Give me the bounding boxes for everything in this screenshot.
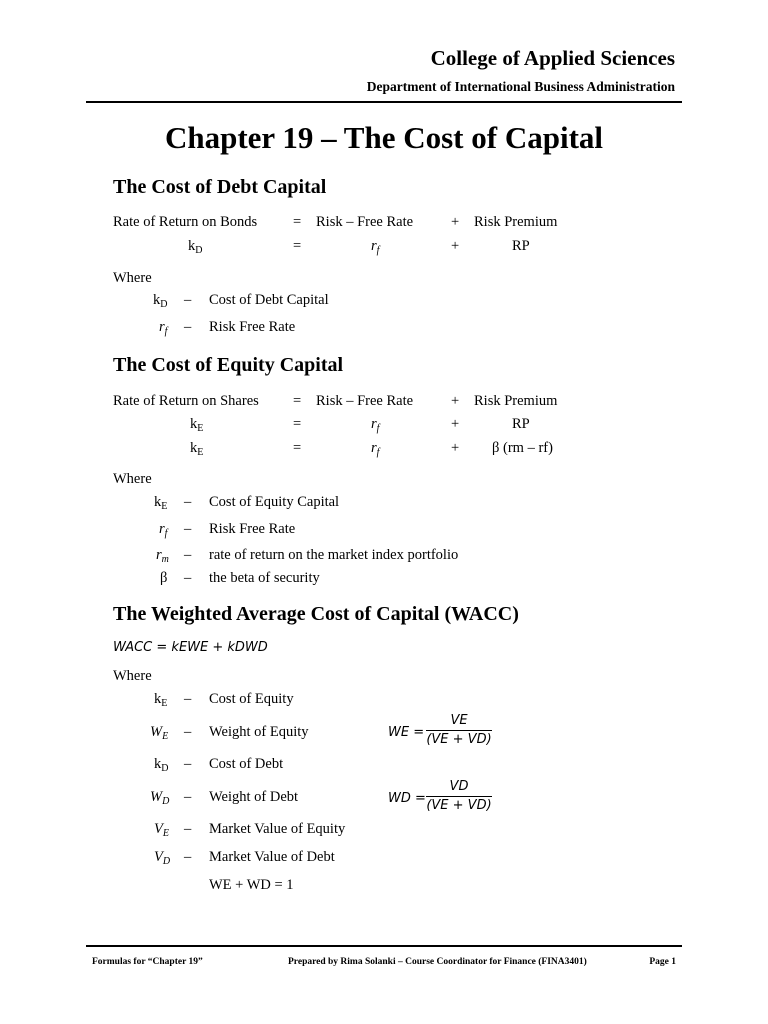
- wacc-def-dash: –: [184, 756, 192, 772]
- wacc-def-text: Cost of Equity: [209, 691, 294, 707]
- footer-page: Page 1: [649, 957, 676, 967]
- department-name: Department of International Business Administration: [366, 79, 675, 94]
- debt-heading: The Cost of Debt Capital: [113, 176, 327, 198]
- weights-sum: WE + WD = 1: [209, 877, 294, 893]
- equity-row2-eq: =: [293, 416, 302, 432]
- fraction-bar: [426, 730, 492, 731]
- equity-row2-right: RP: [512, 416, 530, 432]
- equity-def-text: Cost of Equity Capital: [209, 494, 340, 510]
- equity-def-dash: –: [184, 494, 192, 510]
- header-rule: [86, 101, 682, 103]
- debt-def-dash: –: [184, 292, 192, 308]
- wacc-def-sym: $k_E$: [154, 691, 168, 709]
- wd-formula-numerator: VD: [449, 779, 469, 794]
- equity-def-sym: β: [160, 570, 168, 586]
- equity-def-sym: $r_f$: [159, 521, 168, 539]
- wd-formula-denominator: (VE + VD): [426, 798, 492, 813]
- wacc-def-sym: $V_D$: [154, 849, 171, 867]
- equity-def-text: the beta of security: [209, 570, 320, 586]
- page-title: Chapter 19 – The Cost of Capital: [164, 120, 604, 155]
- equity-row1-plus: +: [451, 393, 460, 409]
- wacc-def-dash: –: [184, 691, 192, 707]
- equity-def-dash: –: [184, 521, 192, 537]
- we-formula-fraction: [426, 713, 492, 747]
- wacc-def-sym: $W_D$: [150, 789, 170, 807]
- wacc-def-text: Weight of Equity: [209, 724, 309, 740]
- footer-rule: [86, 945, 682, 947]
- equity-def-sym: $r_m$: [156, 547, 169, 565]
- debt-row2-mid: $r_f$: [371, 238, 380, 256]
- equity-row1-eq: =: [293, 393, 302, 409]
- debt-row1-eq: =: [293, 214, 302, 230]
- footer-center: Prepared by Rima Solanki – Course Coordinator for Finance (FINA3401): [288, 957, 587, 967]
- wd-formula-fraction: [426, 779, 492, 813]
- debt-row1-left: Rate of Return on Bonds: [113, 214, 258, 230]
- wacc-def-sym: $k_D$: [154, 756, 169, 774]
- wacc-def-sym: $V_E$: [154, 821, 169, 839]
- wacc-def-text: Market Value of Debt: [209, 849, 335, 865]
- debt-def-dash: –: [184, 319, 192, 335]
- equity-def-dash: –: [184, 547, 192, 563]
- wacc-where: Where: [113, 668, 152, 684]
- college-name: College of Applied Sciences: [430, 46, 675, 70]
- wacc-def-sym: $W_E$: [150, 724, 169, 742]
- equity-def-dash: –: [184, 570, 192, 586]
- wacc-def-dash: –: [184, 724, 192, 740]
- wacc-formula: WACC = kEWE + kDWD: [113, 640, 268, 655]
- equity-def-text: Risk Free Rate: [209, 521, 296, 537]
- debt-row2-plus: +: [451, 238, 460, 254]
- equity-row3-eq: =: [293, 440, 302, 456]
- wacc-def-dash: –: [184, 821, 192, 837]
- equity-heading: The Cost of Equity Capital: [113, 354, 344, 376]
- debt-row1-plus: +: [451, 214, 460, 230]
- wacc-def-text: Cost of Debt: [209, 756, 284, 772]
- equity-row2-plus: +: [451, 416, 460, 432]
- equity-where: Where: [113, 471, 152, 487]
- debt-row2-right: RP: [512, 238, 530, 254]
- debt-def-sym: $r_f$: [159, 319, 168, 337]
- fraction-bar: [426, 796, 492, 797]
- we-formula-denominator: (VE + VD): [426, 732, 492, 747]
- equity-row3-plus: +: [451, 440, 460, 456]
- wacc-def-text: Weight of Debt: [209, 789, 299, 805]
- equity-row1-left: Rate of Return on Shares: [113, 393, 259, 409]
- debt-def-sym: $k_D$: [153, 292, 168, 310]
- debt-def-text: Risk Free Rate: [209, 319, 296, 335]
- we-formula-numerator: VE: [450, 713, 468, 728]
- wacc-def-dash: –: [184, 789, 192, 805]
- we-formula-lhs: WE =: [388, 725, 425, 740]
- wacc-def-dash: –: [184, 849, 192, 865]
- debt-row1-mid: Risk – Free Rate: [316, 214, 414, 230]
- debt-row1-right: Risk Premium: [474, 214, 558, 230]
- equity-row3-mid: $r_f$: [371, 440, 380, 458]
- equity-def-sym: $k_E$: [154, 494, 168, 512]
- debt-row2-eq: =: [293, 238, 302, 254]
- debt-def-text: Cost of Debt Capital: [209, 292, 329, 308]
- equity-row3-right: β (rm – rf): [492, 440, 553, 456]
- equity-def-text: rate of return on the market index portfolio: [209, 547, 459, 563]
- debt-row2-left: $k_D$: [188, 238, 203, 256]
- equity-row1-mid: Risk – Free Rate: [316, 393, 414, 409]
- wacc-def-text: Market Value of Equity: [209, 821, 346, 837]
- footer-left: Formulas for “Chapter 19”: [92, 957, 203, 967]
- debt-where: Where: [113, 270, 152, 286]
- equity-row2-left: $k_E$: [190, 416, 204, 434]
- wacc-heading: The Weighted Average Cost of Capital (WACC): [113, 603, 519, 625]
- equity-row2-mid: $r_f$: [371, 416, 380, 434]
- wd-formula-lhs: WD =: [388, 791, 426, 806]
- equity-row1-right: Risk Premium: [474, 393, 558, 409]
- equity-row3-left: $k_E$: [190, 440, 204, 458]
